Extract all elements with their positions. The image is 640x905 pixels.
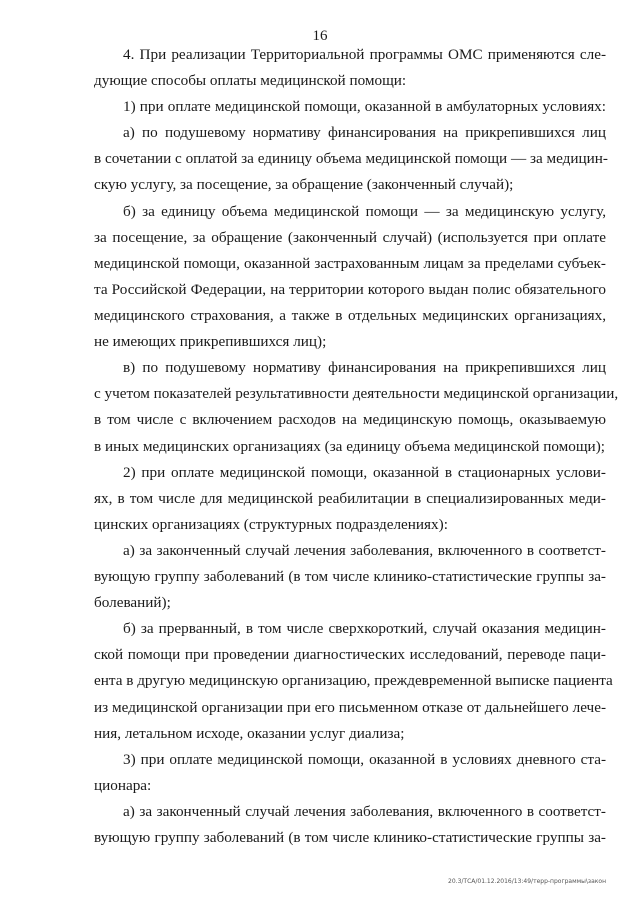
text-line: ционара: <box>94 777 152 794</box>
text-line: медицинской помощи, оказанной застрахованным лицам за пределами субъек- <box>94 255 606 272</box>
text-line: дующие способы оплаты медицинской помощи: <box>94 72 407 89</box>
text-line: б) за единицу объема медицинской помощи — за медицинскую услугу, <box>123 203 606 220</box>
text-line: а) по подушевому нормативу финансирования на прикрепившихся лиц <box>123 124 606 141</box>
text-line: б) за прерванный, в том числе сверхкороткий, случай оказания медицин- <box>123 620 606 637</box>
text-line: 4. При реализации Территориальной программы ОМС применяются сле- <box>123 46 606 63</box>
page-number: 16 <box>312 28 328 44</box>
text-line: не имеющих прикрепившихся лиц); <box>94 333 327 350</box>
text-line: скую услугу, за посещение, за обращение (законченный случай); <box>94 176 514 193</box>
text-line: а) за законченный случай лечения заболевания, включенного в соответст- <box>123 803 606 820</box>
text-line: в иных медицинских организациях (за единицу объема медицинской помощи); <box>94 438 605 455</box>
text-line: ента в другую медицинскую организацию, преждевременной выписке пациента <box>94 672 613 689</box>
text-line: медицинского страхования, а также в отдельных медицинских организациях, <box>94 307 606 324</box>
text-line: 2) при оплате медицинской помощи, оказанной в стационарных услови- <box>123 464 606 481</box>
text-line: болеваний); <box>94 594 171 611</box>
footer-stamp: 20.3/ТСА/01.12.2016/13:49/терр-программы\закон <box>448 878 606 885</box>
text-line: в) по подушевому нормативу финансирования на прикрепившихся лиц <box>123 359 606 376</box>
text-line: вующую группу заболеваний (в том числе клинико-статистические группы за- <box>94 829 606 846</box>
text-line: вующую группу заболеваний (в том числе клинико-статистические группы за- <box>94 568 606 585</box>
text-line: за посещение, за обращение (законченный случай) (используется при оплате <box>94 229 606 246</box>
text-line: с учетом показателей результативности деятельности медицинской организации, <box>94 385 619 402</box>
text-line: из медицинской организации при его письменном отказе от дальнейшего лече- <box>94 699 606 716</box>
text-line: цинских организациях (структурных подразделениях): <box>94 516 448 533</box>
text-line: ской помощи при проведении диагностических исследований, переводе паци- <box>94 646 606 663</box>
text-line: ях, в том числе для медицинской реабилитации в специализированных меди- <box>94 490 606 507</box>
text-line: в том числе с включением расходов на медицинскую помощь, оказываемую <box>94 411 606 428</box>
text-line: 1) при оплате медицинской помощи, оказанной в амбулаторных условиях: <box>123 98 606 115</box>
text-line: в сочетании с оплатой за единицу объема медицинской помощи — за медицин- <box>94 150 608 167</box>
text-line: 3) при оплате медицинской помощи, оказанной в условиях дневного ста- <box>123 751 606 768</box>
text-line: ния, летальном исходе, оказании услуг диализа; <box>94 725 405 742</box>
text-line: а) за законченный случай лечения заболевания, включенного в соответст- <box>123 542 606 559</box>
text-line: та Российской Федерации, на территории которого выдан полис обязательного <box>94 281 606 298</box>
